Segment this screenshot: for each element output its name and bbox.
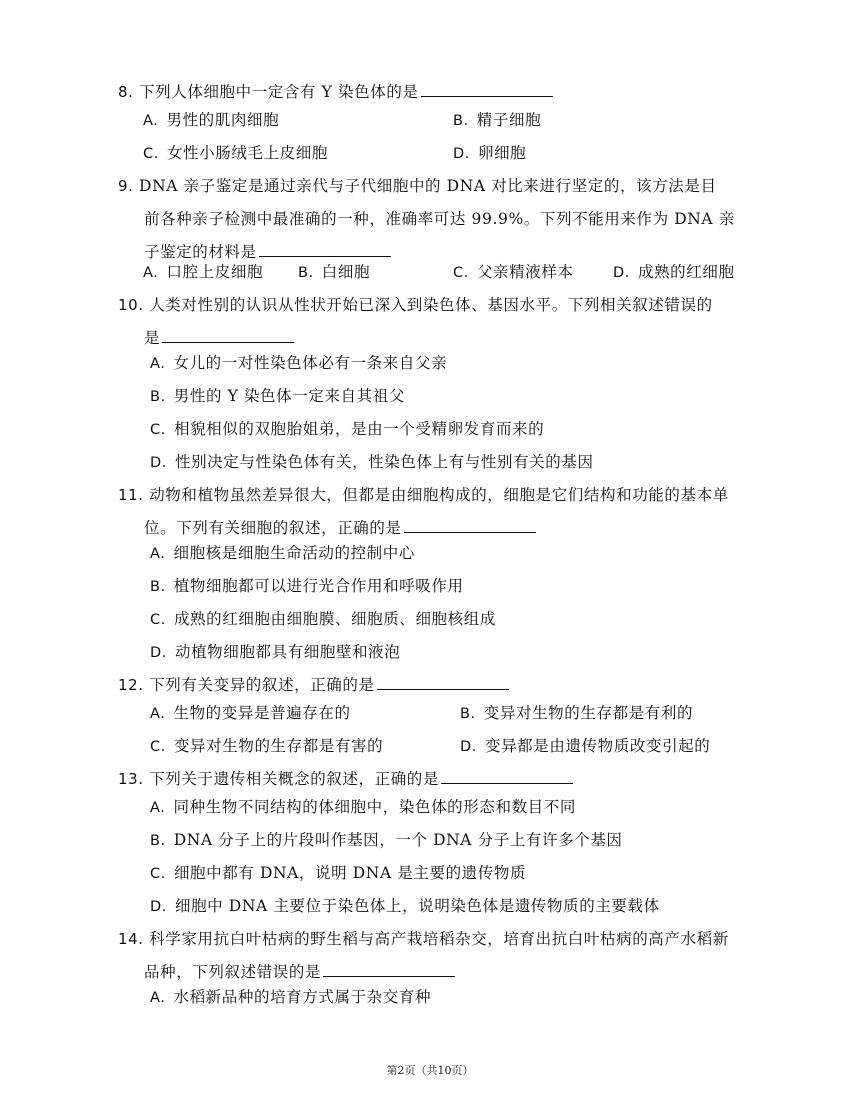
option-text: 白细胞 bbox=[321, 263, 371, 281]
option-text: 细胞核是细胞生命活动的控制中心 bbox=[173, 544, 415, 562]
option-b bbox=[298, 256, 370, 290]
option-d bbox=[150, 636, 400, 670]
answer-blank[interactable] bbox=[404, 514, 536, 533]
question-stem-line: 科学家用抗白叶枯病的野生稻与高产栽培稻杂交，培育出抗白叶枯病的高产水稻新 bbox=[149, 930, 729, 948]
question-14 bbox=[118, 923, 768, 989]
option-a bbox=[150, 981, 431, 1015]
question-stem-line: 是 bbox=[144, 329, 161, 347]
question-number: 12. bbox=[118, 676, 144, 694]
option-letter: D. bbox=[613, 265, 630, 281]
option-text: 父亲精液样本 bbox=[476, 263, 574, 281]
option-text: 水稻新品种的培育方式属于杂交育种 bbox=[173, 988, 432, 1006]
option-letter: A. bbox=[150, 990, 166, 1006]
page-footer: 第2页（共10页） bbox=[386, 1064, 474, 1077]
question-11 bbox=[118, 479, 768, 545]
option-b bbox=[460, 697, 693, 731]
option-text: 女性小肠绒毛上皮细胞 bbox=[166, 144, 328, 162]
option-b bbox=[150, 570, 464, 604]
question-number: 14. bbox=[118, 930, 144, 948]
option-text: 细胞中都有 DNA，说明 DNA 是主要的遗传物质 bbox=[173, 864, 527, 882]
option-c bbox=[453, 256, 574, 290]
option-c bbox=[150, 413, 544, 447]
option-b bbox=[150, 824, 623, 858]
option-letter: C. bbox=[150, 739, 166, 755]
option-c bbox=[150, 857, 526, 891]
option-letter: A. bbox=[143, 265, 159, 281]
option-text: 动植物细胞都具有细胞壁和液泡 bbox=[174, 643, 401, 661]
question-number: 9. bbox=[118, 177, 134, 195]
option-letter: C. bbox=[143, 146, 159, 162]
option-text: 男性的 Y 染色体一定来自其祖父 bbox=[173, 387, 405, 405]
option-a bbox=[150, 347, 447, 381]
question-stem-line: 子鉴定的材料是 bbox=[144, 243, 257, 261]
option-text: 卵细胞 bbox=[477, 144, 527, 162]
option-text: 口腔上皮细胞 bbox=[166, 263, 264, 281]
option-d bbox=[453, 137, 526, 171]
option-letter: C. bbox=[150, 612, 166, 628]
question-stem-line: 品种，下列叙述错误的是 bbox=[144, 963, 322, 981]
answer-blank[interactable] bbox=[259, 238, 391, 257]
option-text: 女儿的一对性染色体必有一条来自父亲 bbox=[173, 354, 448, 372]
question-stem: 下列关于遗传相关概念的叙述，正确的是 bbox=[149, 770, 439, 788]
option-text: 变异都是由遗传物质改变引起的 bbox=[484, 737, 711, 755]
option-letter: D. bbox=[453, 146, 470, 162]
question-number: 8. bbox=[118, 83, 134, 101]
option-letter: B. bbox=[460, 706, 476, 722]
option-text: DNA 分子上的片段叫作基因，一个 DNA 分子上有许多个基因 bbox=[173, 831, 623, 849]
question-stem: 下列人体细胞中一定含有 Y 染色体的是 bbox=[139, 83, 419, 101]
option-a bbox=[143, 104, 279, 138]
option-letter: A. bbox=[143, 113, 159, 129]
option-a bbox=[150, 537, 415, 571]
option-b bbox=[150, 380, 405, 414]
question-stem-line: 前各种亲子检测中最准确的一种，准确率可达 99.9%。下列不能用来作为 DNA 亲 bbox=[144, 210, 735, 228]
question-stem-line: DNA 亲子鉴定是通过亲代与子代细胞中的 DNA 对比来进行坚定的，该方法是目 bbox=[139, 177, 717, 195]
option-letter: A. bbox=[150, 356, 166, 372]
answer-blank[interactable] bbox=[421, 78, 553, 97]
option-d bbox=[460, 730, 710, 764]
answer-blank[interactable] bbox=[162, 324, 294, 343]
question-stem-line: 位。下列有关细胞的叙述，正确的是 bbox=[144, 519, 402, 537]
option-letter: B. bbox=[298, 265, 314, 281]
answer-blank[interactable] bbox=[441, 765, 573, 784]
option-text: 植物细胞都可以进行光合作用和呼吸作用 bbox=[173, 577, 464, 595]
option-letter: C. bbox=[150, 422, 166, 438]
answer-blank[interactable] bbox=[323, 958, 455, 977]
option-letter: B. bbox=[453, 113, 469, 129]
option-d bbox=[150, 890, 660, 924]
option-text: 精子细胞 bbox=[476, 111, 542, 129]
option-text: 男性的肌肉细胞 bbox=[166, 111, 280, 129]
question-10 bbox=[118, 289, 768, 355]
option-c bbox=[150, 730, 383, 764]
option-text: 性别决定与性染色体有关，性染色体上有与性别有关的基因 bbox=[174, 453, 594, 471]
option-letter: A. bbox=[150, 546, 166, 562]
option-letter: C. bbox=[150, 866, 166, 882]
option-c bbox=[150, 603, 496, 637]
option-letter: D. bbox=[150, 899, 167, 915]
option-a bbox=[143, 256, 263, 290]
option-letter: D. bbox=[150, 645, 167, 661]
option-letter: D. bbox=[150, 455, 167, 471]
option-letter: A. bbox=[150, 800, 166, 816]
question-stem-line: 动物和植物虽然差异很大，但都是由细胞构成的，细胞是它们结构和功能的基本单 bbox=[149, 486, 729, 504]
question-number: 10. bbox=[118, 296, 144, 314]
option-d bbox=[613, 256, 735, 290]
option-text: 生物的变异是普遍存在的 bbox=[173, 704, 351, 722]
option-a bbox=[150, 697, 351, 731]
option-d bbox=[150, 446, 594, 480]
option-letter: C. bbox=[453, 265, 469, 281]
answer-blank[interactable] bbox=[377, 671, 509, 690]
option-letter: B. bbox=[150, 389, 166, 405]
option-b bbox=[453, 104, 541, 138]
question-stem: 下列有关变异的叙述，正确的是 bbox=[149, 676, 375, 694]
question-9 bbox=[118, 170, 768, 269]
option-letter: A. bbox=[150, 706, 166, 722]
option-text: 相貌相似的双胞胎姐弟，是由一个受精卵发育而来的 bbox=[173, 420, 545, 438]
question-stem-line: 人类对性别的认识从性状开始已深入到染色体、基因水平。下列相关叙述错误的 bbox=[149, 296, 713, 314]
question-number: 13. bbox=[118, 770, 144, 788]
option-text: 变异对生物的生存都是有害的 bbox=[173, 737, 384, 755]
option-text: 细胞中 DNA 主要位于染色体上，说明染色体是遗传物质的主要载体 bbox=[174, 897, 660, 915]
option-text: 同种生物不同结构的体细胞中，染色体的形态和数目不同 bbox=[173, 798, 576, 816]
option-a bbox=[150, 791, 576, 825]
question-number: 11. bbox=[118, 486, 144, 504]
option-text: 成熟的红细胞由细胞膜、细胞质、细胞核组成 bbox=[173, 610, 496, 628]
option-letter: B. bbox=[150, 579, 166, 595]
option-text: 成熟的红细胞 bbox=[637, 263, 735, 281]
option-text: 变异对生物的生存都是有利的 bbox=[483, 704, 694, 722]
option-letter: D. bbox=[460, 739, 477, 755]
option-c bbox=[143, 137, 328, 171]
option-letter: B. bbox=[150, 833, 166, 849]
